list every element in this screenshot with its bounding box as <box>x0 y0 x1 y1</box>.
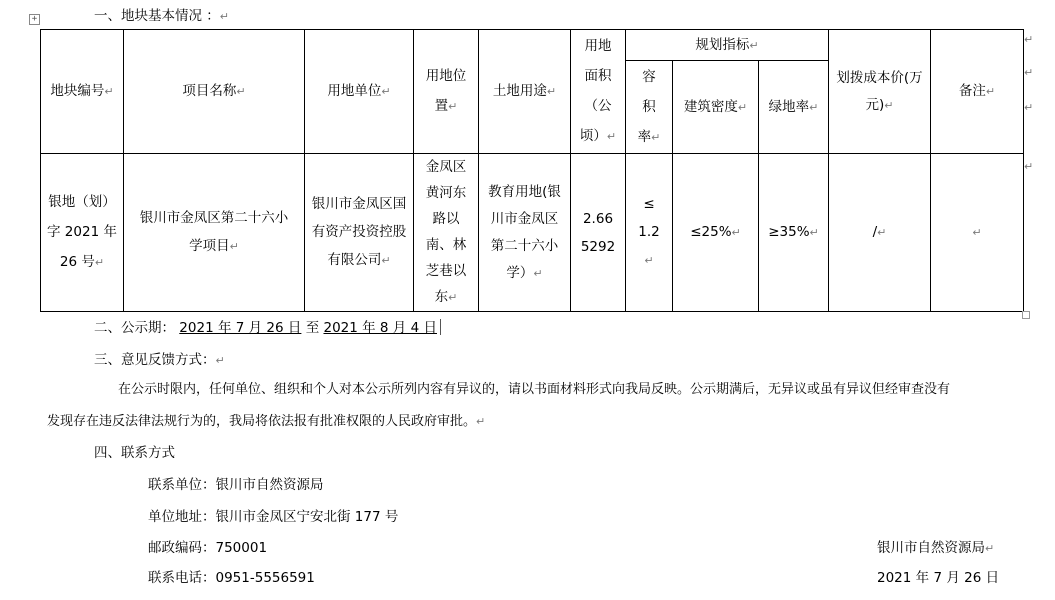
cell-location: 金凤区黄河东路以南、林芝巷以东↵ <box>414 154 479 312</box>
header-density: 建筑密度↵ <box>673 61 759 154</box>
row-end-mark: ↵ <box>1024 33 1034 46</box>
contact-postcode: 邮政编码：750001 <box>148 540 268 556</box>
header-cost: 划拨成本价(万元)↵ <box>829 30 931 154</box>
section3-body-line1: 在公示时限内，任何单位、组织和个人对本公示所列内容有异议的，请以书面材料形式向我局反映。公示期满后，无异议或虽有异议但经审查没有 <box>118 382 951 397</box>
section3-heading: 三、意见反馈方式：↵ <box>94 352 225 368</box>
header-planning-group: 规划指标↵ <box>626 30 829 61</box>
header-land-unit: 用地单位↵ <box>305 30 414 154</box>
cell-density: ≤25%↵ <box>673 154 759 312</box>
cell-project-name: 银川市金凤区第二十六小学项目↵ <box>124 154 305 312</box>
cell-cost: /↵ <box>829 154 931 312</box>
signature-date: 2021 年 7 月 26 日 <box>877 570 1000 586</box>
header-project-name: 项目名称↵ <box>124 30 305 154</box>
cell-parcel-no: 银地（划）字 2021 年 26 号↵ <box>41 154 124 312</box>
contact-address: 单位地址：银川市金凤区宁安北街 177 号 <box>148 509 399 525</box>
header-parcel-no: 地块编号↵ <box>41 30 124 154</box>
table-resize-handle[interactable] <box>1022 311 1030 319</box>
section2-publicity-period: 二、公示期： 2021 年 7 月 26 日 至 2021 年 8 月 4 日 <box>94 320 437 336</box>
header-green: 绿地率↵ <box>759 61 829 154</box>
table-move-handle[interactable]: + <box>29 14 40 25</box>
section3-body-line2: 发现存在违反法律法规行为的，我局将依法报有批准权限的人民政府审批。↵ <box>47 414 486 429</box>
contact-unit: 联系单位：银川市自然资源局 <box>148 477 324 493</box>
header-remark: 备注↵ <box>931 30 1024 154</box>
header-location: 用地位置↵ <box>414 30 479 154</box>
header-far: 容积率↵ <box>626 61 673 154</box>
row-end-mark: ↵ <box>1024 160 1034 173</box>
header-land-use: 土地用途↵ <box>479 30 571 154</box>
row-end-mark: ↵ <box>1024 101 1034 114</box>
cell-remark: ↵ <box>931 154 1024 312</box>
section1-heading: 一、地块基本情况 ：↵ <box>94 8 230 24</box>
section4-heading: 四、联系方式 <box>94 445 175 461</box>
text-cursor <box>440 319 441 335</box>
cell-land-unit: 银川市金凤区国有资产投资控股有限公司↵ <box>305 154 414 312</box>
cell-land-use: 教育用地(银川市金凤区第二十六小学）↵ <box>479 154 571 312</box>
contact-phone: 联系电话：0951-5556591 <box>148 570 315 586</box>
row-end-mark: ↵ <box>1024 66 1034 79</box>
cell-area: 2.665292 <box>571 154 626 312</box>
signature-org: 银川市自然资源局↵ <box>877 540 995 556</box>
cell-far: ≤1.2↵ <box>626 154 673 312</box>
parcel-info-table <box>40 29 1024 312</box>
header-area: 用地面积（公顷）↵ <box>571 30 626 154</box>
cell-green: ≥35%↵ <box>759 154 829 312</box>
